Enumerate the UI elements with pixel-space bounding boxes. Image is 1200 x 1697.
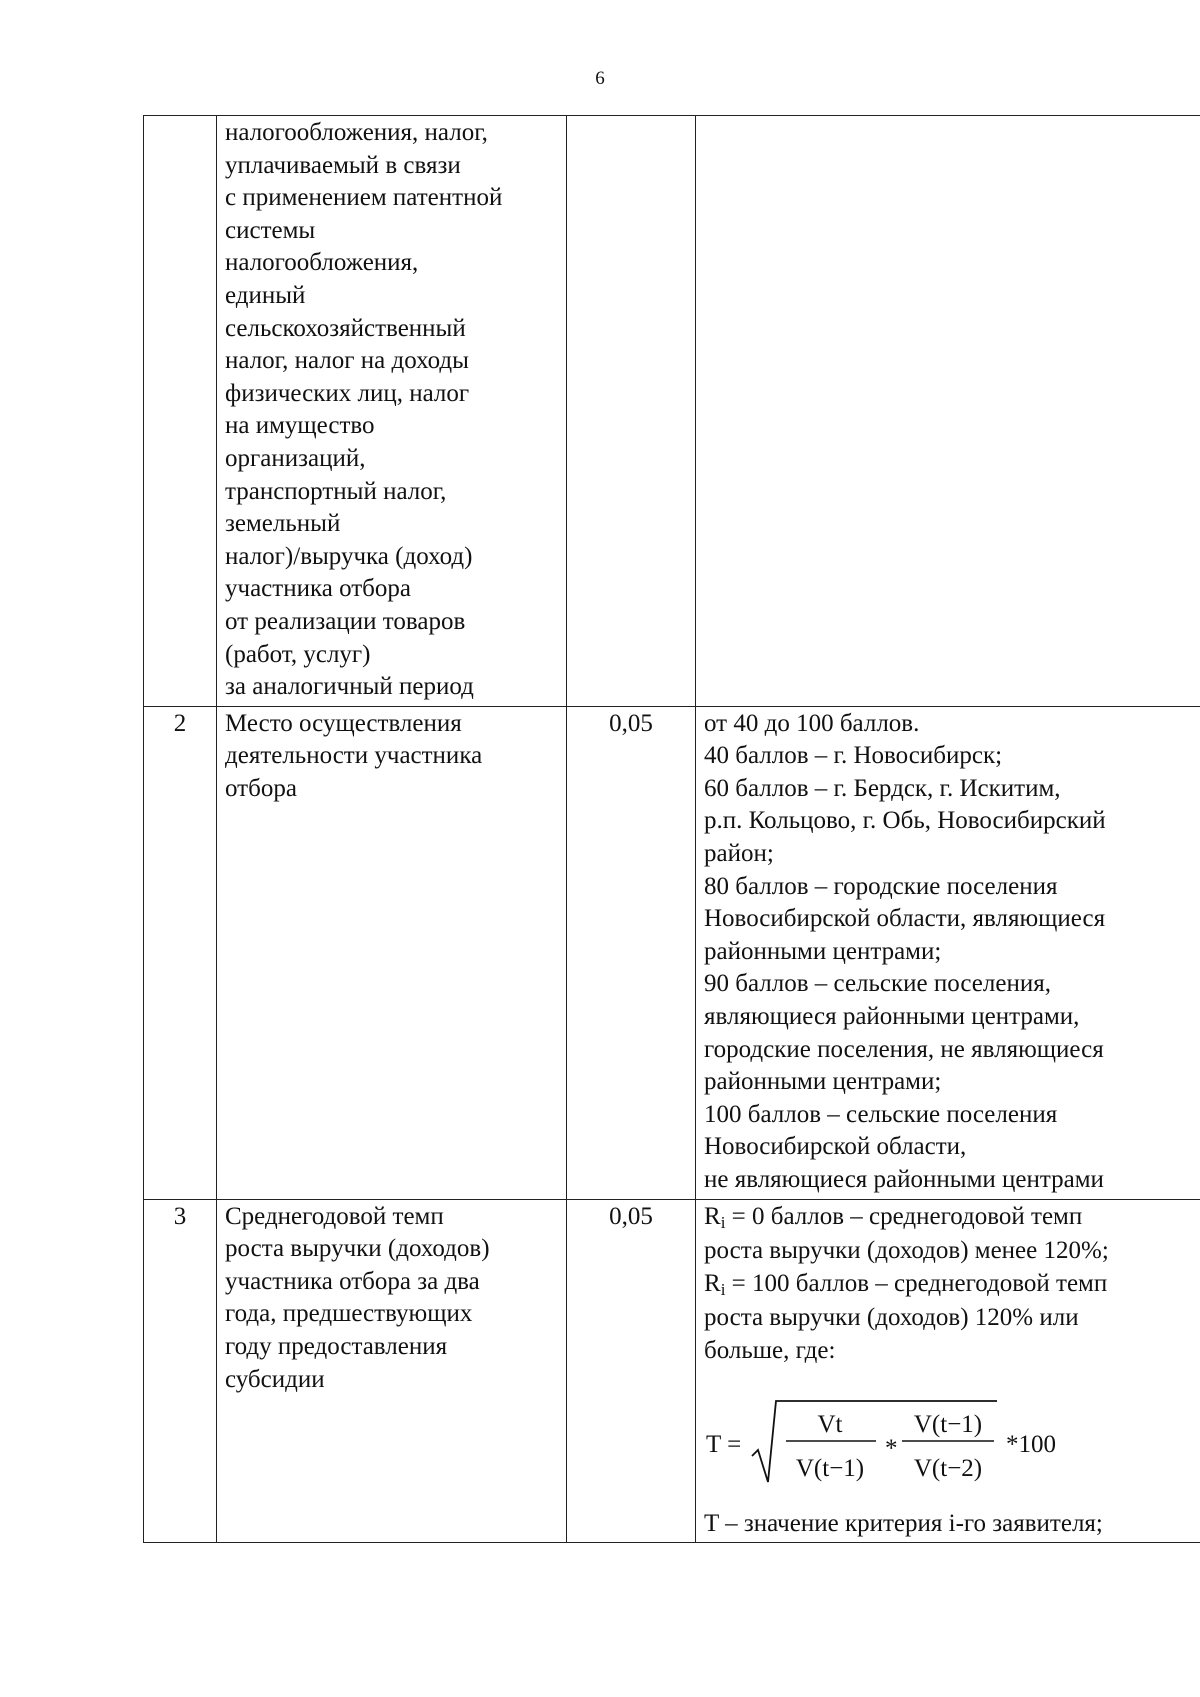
growth-formula (704, 1396, 1200, 1486)
page-number: 6 (595, 68, 605, 89)
criterion-name-line: деятельности участника (225, 742, 483, 770)
score-line: 80 баллов – городские поселения (704, 872, 1058, 900)
formula-denominator-1: V(t−1) (795, 1454, 865, 1482)
criterion-name-cell (217, 1199, 567, 1543)
score-line: Новосибирской области, являющиеся (704, 905, 1106, 933)
score-line: 90 баллов – сельские поселения, (704, 970, 1051, 998)
criterion-name-line: единый (225, 281, 306, 309)
formula-tail: *100 (1006, 1430, 1056, 1458)
formula-denominator-2: V(t−2) (913, 1454, 983, 1482)
criterion-name-cell (217, 706, 567, 1199)
criterion-name-line: Среднегодовой темп (225, 1202, 444, 1230)
score-line: районными центрами; (704, 1068, 942, 1096)
criterion-name-line: с применением патентной (225, 184, 503, 212)
criteria-table (143, 115, 1200, 1543)
criterion-name-line: участника отбора (225, 575, 411, 603)
criterion-name-line: отбора (225, 774, 297, 802)
score-line: Новосибирской области, (704, 1133, 967, 1161)
criterion-name-line: физических лиц, налог (225, 379, 470, 407)
formula-numerator-2: V(t−1) (913, 1410, 983, 1438)
weight-cell: 0,05 (567, 706, 696, 1199)
formula-numerator-1: Vt (817, 1410, 843, 1438)
criterion-name-line: года, предшествующих (225, 1300, 473, 1328)
score-line: 60 баллов – г. Бердск, г. Искитим, (704, 774, 1061, 802)
score-line: 100 баллов – сельские поселения (704, 1100, 1058, 1128)
formula-lhs: T = (706, 1430, 742, 1458)
score-line (704, 1268, 1200, 1303)
score-cell (696, 706, 1200, 1199)
score-line: 40 баллов – г. Новосибирск; (704, 742, 1003, 770)
formula-svg (704, 1396, 1104, 1486)
criterion-name-line: налогообложения, налог, (225, 119, 488, 146)
score-line: район; (704, 840, 774, 868)
criterion-name-line: налогообложения, (225, 249, 419, 277)
criterion-name-line: Место осуществления (225, 709, 462, 737)
r-subscript: i (720, 1279, 726, 1299)
criterion-name-line: от реализации товаров (225, 607, 466, 635)
score-line: от 40 до 100 баллов. (704, 709, 920, 737)
criterion-name-line: земельный (225, 510, 341, 538)
r-symbol: R (704, 1202, 721, 1230)
weight-cell (567, 116, 696, 707)
score-line: больше, где: (704, 1336, 836, 1364)
score-line: являющиеся районными центрами, (704, 1003, 1080, 1031)
score-line: городские поселения, не являющиеся (704, 1035, 1104, 1063)
score-line: роста выручки (доходов) 120% или (704, 1304, 1079, 1332)
score-cell (696, 116, 1200, 707)
criterion-name-line: системы (225, 216, 316, 244)
table-row (144, 116, 1200, 707)
criterion-name-cell (217, 116, 567, 707)
criterion-name-line: уплачиваемый в связи (225, 151, 461, 179)
score-line: T – значение критерия i-го заявителя; (704, 1509, 1103, 1537)
criterion-name-line: участника отбора за два (225, 1267, 480, 1295)
criterion-name-line: субсидии (225, 1365, 325, 1393)
weight-cell: 0,05 (567, 1199, 696, 1543)
row-number-cell: 2 (144, 706, 217, 1199)
criterion-name-line: роста выручки (доходов) (225, 1235, 490, 1263)
score-line (704, 1201, 1200, 1236)
table-row (144, 706, 1200, 1199)
score-line: р.п. Кольцово, г. Обь, Новосибирский (704, 807, 1106, 835)
criterion-name-line: сельскохозяйственный (225, 314, 466, 342)
r-symbol: R (704, 1269, 721, 1297)
r-subscript: i (720, 1212, 726, 1232)
criterion-name-line: транспортный налог, (225, 477, 447, 505)
score-text: = 100 баллов – среднегодовой темп (725, 1269, 1108, 1297)
criterion-name-line: за аналогичный период (225, 673, 474, 701)
score-text: = 0 баллов – среднегодовой темп (725, 1202, 1083, 1230)
score-cell (696, 1199, 1200, 1543)
row-number-cell: 3 (144, 1199, 217, 1543)
row-number-cell (144, 116, 217, 707)
criterion-name-line: налог, налог на доходы (225, 347, 469, 375)
criterion-name-line: налог)/выручка (доход) (225, 542, 473, 570)
criterion-name-line: на имущество (225, 412, 375, 440)
score-line: не являющиеся районными центрами (704, 1166, 1104, 1193)
criterion-name-line: (работ, услуг) (225, 640, 371, 668)
table-row (144, 1199, 1200, 1543)
criterion-name-line: организаций, (225, 444, 366, 472)
score-line: роста выручки (доходов) менее 120%; (704, 1237, 1109, 1265)
criterion-name-line: году предоставления (225, 1332, 448, 1360)
formula-multiply: * (885, 1434, 898, 1462)
score-line: районными центрами; (704, 937, 942, 965)
